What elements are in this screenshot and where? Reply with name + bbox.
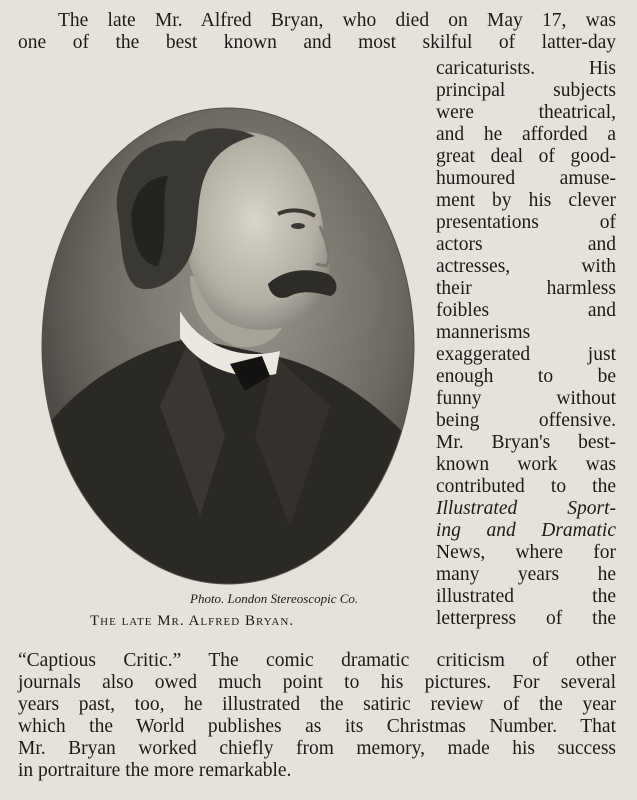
column-line-7: ment by his clever (436, 190, 616, 211)
article-line-2: one of the best known and most skilful of latter-day (18, 32, 616, 53)
column-line-24: many years he (436, 564, 616, 585)
column-line-11: their harmless (436, 278, 616, 299)
column-line-19: known work was (436, 454, 616, 475)
portrait-photo (40, 106, 416, 586)
column-line-23: News, where for (436, 542, 616, 563)
column-line-22: ing and Dramatic (436, 520, 616, 541)
column-line-1: caricaturists. His (436, 58, 616, 79)
column-line-14: exaggerated just (436, 344, 616, 365)
column-line-13: mannerisms (436, 322, 531, 343)
column-line-4: and he afforded a (436, 124, 616, 145)
column-line-2: principal subjects (436, 80, 616, 101)
column-line-3: were theatrical, (436, 102, 616, 123)
article-line-3: “Captious Critic.” The comic dramatic criticism of other (18, 650, 616, 671)
column-line-5: great deal of good- (436, 146, 616, 167)
article-line-5: years past, too, he illustrated the satiric review of the year (18, 694, 616, 715)
column-line-20: contributed to the (436, 476, 616, 497)
column-line-6: humoured amuse- (436, 168, 616, 189)
column-line-8: presentations of (436, 212, 616, 233)
article-line-8: in portraiture the more remarkable. (18, 760, 292, 781)
column-line-10: actresses, with (436, 256, 616, 277)
column-line-16: funny without (436, 388, 616, 409)
article-line-1: The late Mr. Alfred Bryan, who died on May 17, was (58, 10, 616, 31)
column-line-15: enough to be (436, 366, 616, 387)
figure-caption: The late Mr. Alfred Bryan. (90, 613, 295, 629)
column-line-12: foibles and (436, 300, 616, 321)
column-line-25: illustrated the (436, 586, 616, 607)
article-line-4: journals also owed much point to his pictures. For several (18, 672, 616, 693)
column-line-9: actors and (436, 234, 616, 255)
column-line-26: letterpress of the (436, 608, 616, 629)
photo-credit: Photo. London Stereoscopic Co. (190, 591, 359, 606)
article-line-6: which the World publishes as its Christmas Number. That (18, 716, 616, 737)
column-line-18: Mr. Bryan's best- (436, 432, 616, 453)
column-line-21: Illustrated Sport- (436, 498, 616, 519)
article-line-7: Mr. Bryan worked chiefly from memory, made his success (18, 738, 616, 759)
column-line-17: being offensive. (436, 410, 616, 431)
